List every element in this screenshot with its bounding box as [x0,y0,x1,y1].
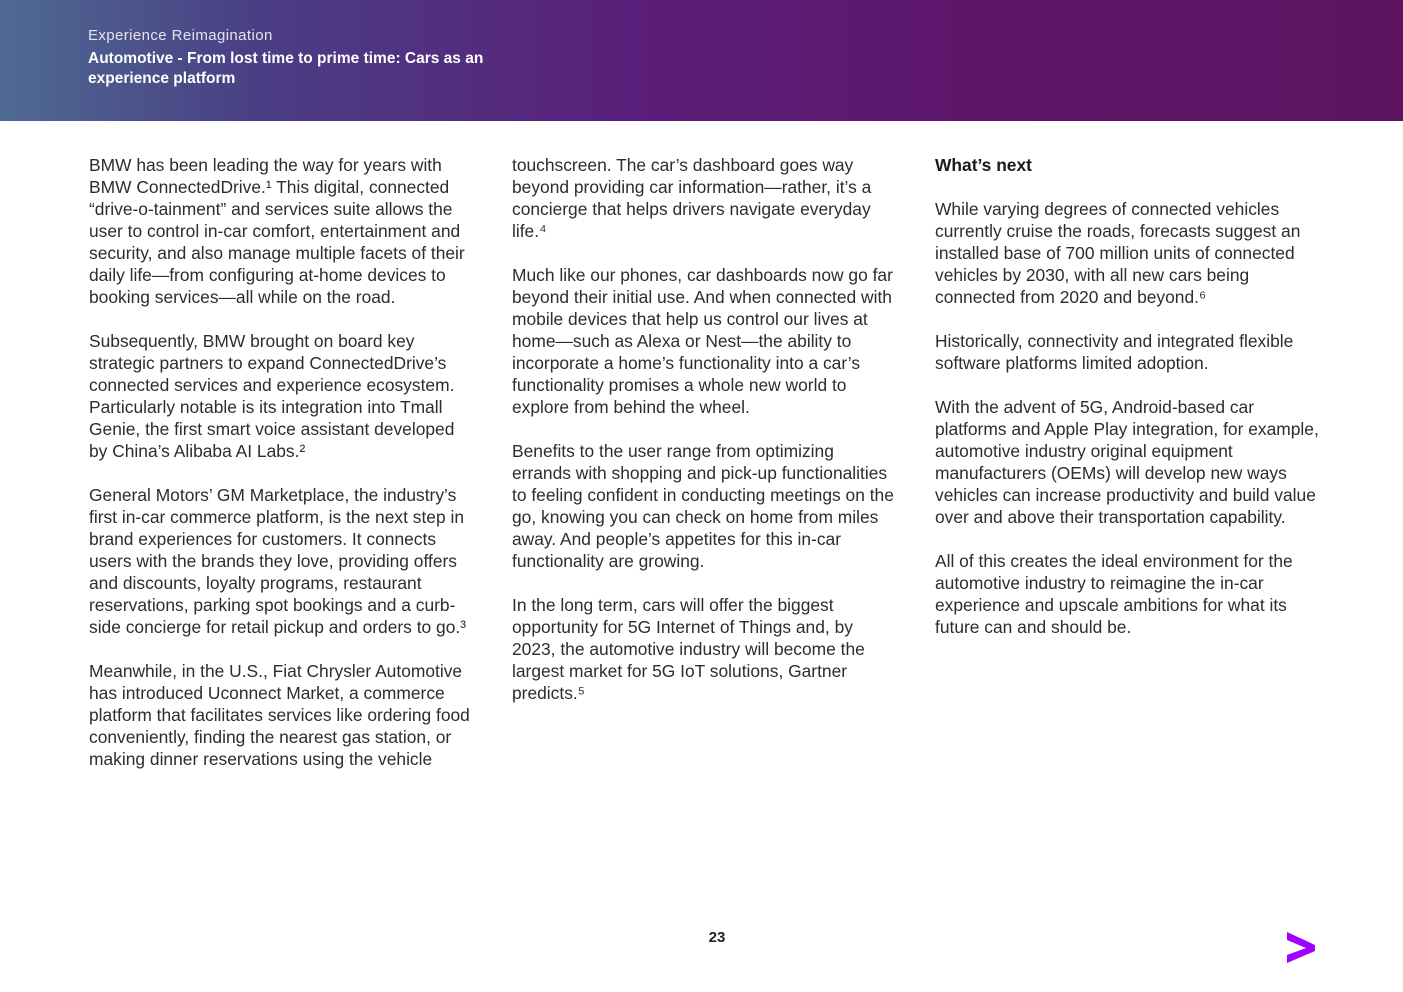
paragraph: All of this creates the ideal environment for the automotive industry to reimagine the in-car experience and upscale ambitions for what its future can and should be. [935,551,1293,637]
header-banner [0,0,1403,121]
text-column-1 [89,154,474,792]
text-column-2 [512,154,897,726]
text-column-3 [935,154,1320,660]
page-title: Automotive - From lost time to prime time: Cars as an experience platform [88,50,484,87]
paragraph: General Motors’ GM Marketplace, the industry’s first in-car commerce platform, is the next step in brand experiences for customers. It connects users with the brands they love, providing offers and discounts, loyalty programs, restaurant reservations, parking spot bookings and a curb-side concierge for retail pickup and orders to go.³ [89,485,466,637]
paragraph: With the advent of 5G, Android-based car platforms and Apple Play integration, for example, automotive industry original equipment manufacturers (OEMs) will develop new ways vehicles can increase productivity and build value over and above their transportation capability. [935,397,1319,527]
paragraph: touchscreen. The car’s dashboard goes way beyond providing car information—rather, it’s a concierge that helps drivers navigate everyday life.⁴ [512,155,872,241]
paragraph: In the long term, cars will offer the biggest opportunity for 5G Internet of Things and, by 2023, the automotive industry will become the largest market for 5G IoT solutions, Gartner predicts.⁵ [512,595,865,703]
accenture-greater-than-icon [1284,930,1318,964]
page-number: 23 [708,929,726,946]
paragraph: Much like our phones, car dashboards now go far beyond their initial use. And when connected with mobile devices that help us control our lives at home—such as Alexa or Nest—the ability to incorporate a home’s functionality into a car’s functionality promises a whole new world to explore from behind the wheel. [512,265,893,417]
paragraph: Meanwhile, in the U.S., Fiat Chrysler Automotive has introduced Uconnect Market, a commerce platform that facilitates services like ordering food conveniently, finding the nearest gas station, or making dinner reservations using the vehicle [89,661,470,769]
paragraph: BMW has been leading the way for years with BMW ConnectedDrive.¹ This digital, connected “drive-o-tainment” and services suite allows the user to control in-car comfort, entertainment and security, and also manage multiple facets of their daily life—from configuring at-home devices to booking services—all while on the road. [89,155,465,307]
section-kicker: Experience Reimagination [88,27,273,44]
section-heading: What’s next [935,155,1032,175]
paragraph: Subsequently, BMW brought on board key strategic partners to expand ConnectedDrive’s connected services and experience ecosystem. Particularly notable is its integration into Tmall Genie, the first smart voice assistant developed by China’s Alibaba AI Labs.² [89,331,455,461]
paragraph: While varying degrees of connected vehicles currently cruise the roads, forecasts suggest an installed base of 700 million units of connected vehicles by 2030, with all new cars being connected from 2020 and beyond.⁶ [935,199,1301,307]
paragraph: Historically, connectivity and integrated flexible software platforms limited adoption. [935,331,1294,373]
paragraph: Benefits to the user range from optimizing errands with shopping and pick-up functionalities to feeling confident in conducting meetings on the go, knowing you can check on home from miles away. And people’s appetites for this in-car functionality are growing. [512,441,894,571]
